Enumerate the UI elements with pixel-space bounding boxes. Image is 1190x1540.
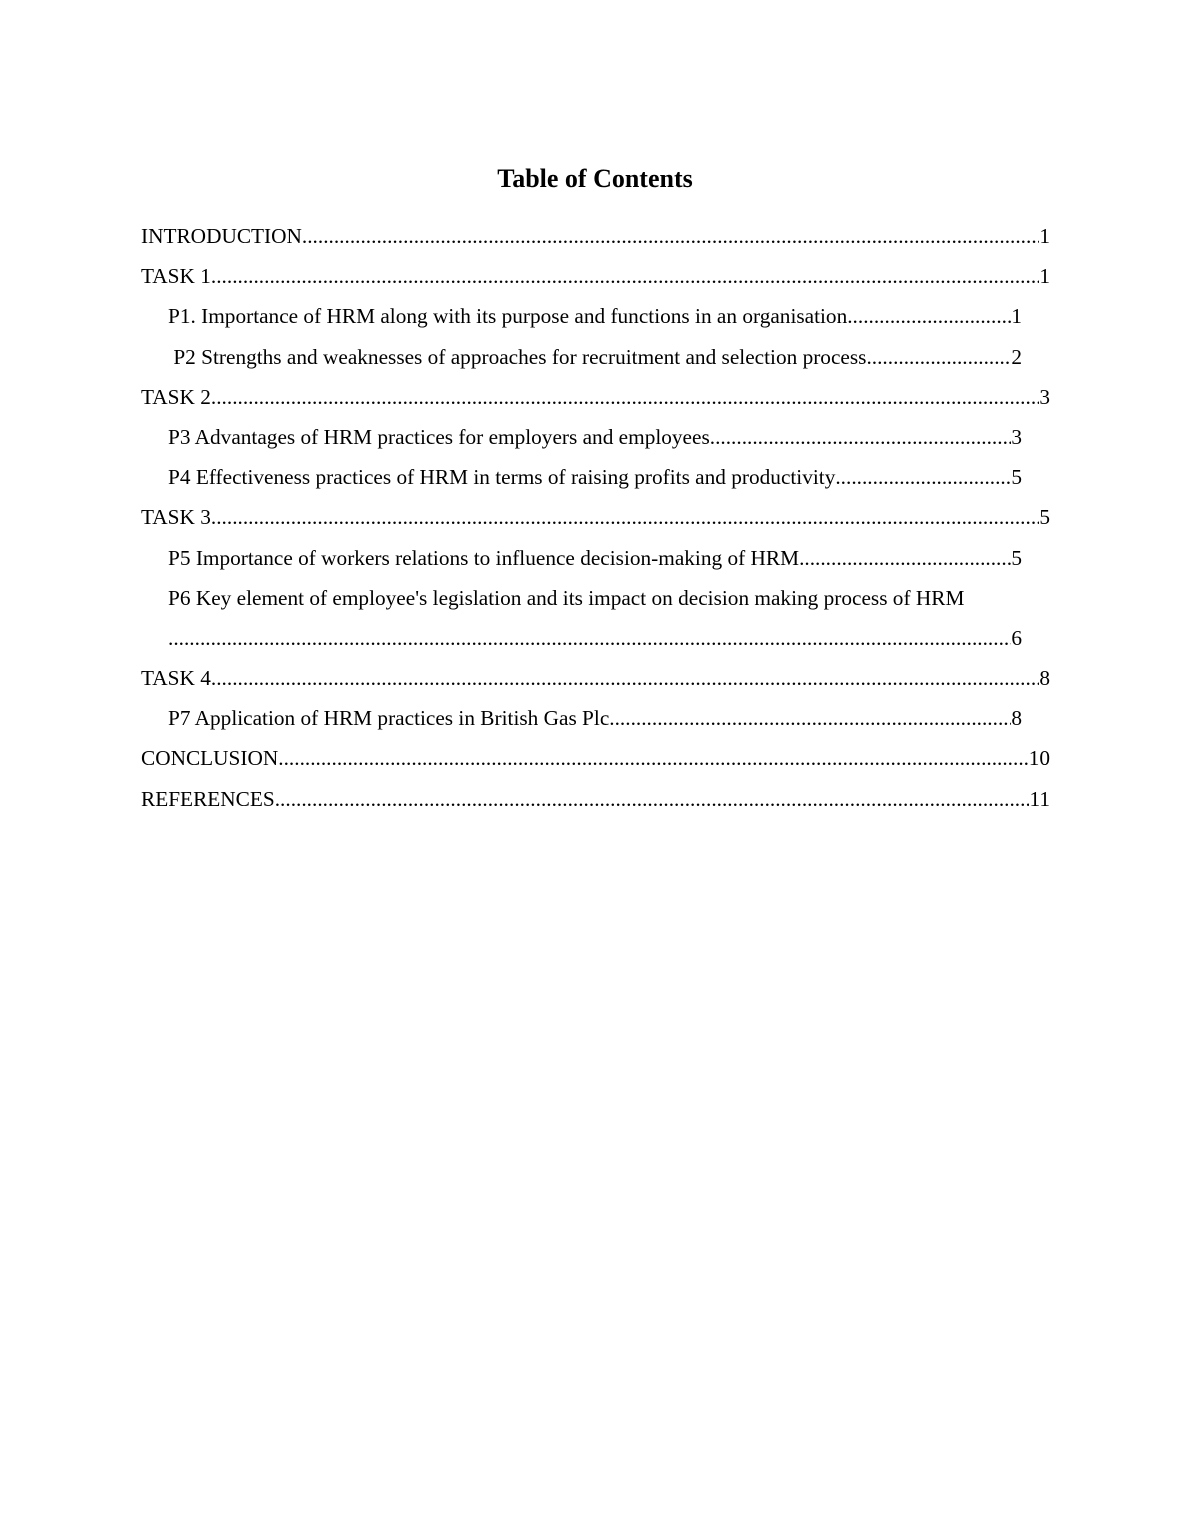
toc-page-number: 6 [1011, 625, 1022, 650]
toc-dot-leader [211, 256, 1039, 296]
toc-entry-references[interactable] [141, 779, 1050, 819]
toc-dot-leader [211, 658, 1039, 698]
toc-page-number: 10 [1028, 746, 1050, 771]
toc-entry-text: TASK 1 [141, 264, 211, 289]
toc-page-number: 5 [1039, 505, 1050, 530]
toc-entry-text: P3 Advantages of HRM practices for employers and employees [168, 424, 710, 449]
toc-dot-leader [302, 216, 1039, 256]
toc-dot-leader [866, 337, 1011, 377]
toc-entry-p5[interactable] [141, 538, 1022, 578]
toc-dot-leader [275, 779, 1030, 819]
toc-entry-continuation [168, 618, 1022, 658]
toc-entry-text: P7 Application of HRM practices in British Gas Plc [168, 706, 610, 731]
toc-entry-p7[interactable] [141, 698, 1022, 738]
toc-page-number: 3 [1011, 424, 1022, 449]
toc-dot-leader [168, 618, 1011, 658]
toc-page-number: 5 [1011, 545, 1022, 570]
toc-page-number: 3 [1039, 384, 1050, 409]
toc-entry-p4[interactable] [141, 457, 1022, 497]
toc-title: Table of Contents [497, 164, 693, 193]
toc-page-number: 8 [1011, 706, 1022, 731]
toc-entry-text: P1. Importance of HRM along with its purpose and functions in an organisation [168, 304, 848, 329]
toc-entry-p6[interactable] [141, 578, 1050, 658]
toc-entry-task-2[interactable] [141, 377, 1050, 417]
toc-dot-leader [710, 417, 1012, 457]
toc-dot-leader [211, 497, 1039, 537]
toc-dot-leader [278, 738, 1028, 778]
toc-list [141, 216, 1050, 819]
toc-entry-p2[interactable] [141, 337, 1022, 377]
toc-entry-text: P5 Importance of workers relations to influence decision-making of HRM [168, 545, 800, 570]
toc-page-number: 8 [1039, 666, 1050, 691]
toc-dot-leader [847, 296, 1011, 336]
toc-entry-text: REFERENCES [141, 786, 275, 811]
toc-dot-leader [211, 377, 1039, 417]
toc-dot-leader [799, 538, 1011, 578]
toc-entry-text: TASK 2 [141, 384, 211, 409]
toc-page-number: 11 [1029, 786, 1050, 811]
toc-entry-text: P2 Strengths and weaknesses of approaches for recruitment and selection process [168, 344, 867, 369]
toc-entry-text: INTRODUCTION [141, 224, 302, 248]
toc-page-number: 1 [1039, 224, 1050, 248]
toc-entry-task-3[interactable] [141, 497, 1050, 537]
toc-entry-task-1[interactable] [141, 256, 1050, 296]
toc-page-number: 2 [1011, 344, 1022, 369]
toc-entry-text: P4 Effectiveness practices of HRM in terms of raising profits and productivity [168, 465, 836, 490]
toc-entry-text: TASK 4 [141, 666, 211, 691]
toc-entry-conclusion[interactable] [141, 738, 1050, 778]
toc-entry-p3[interactable] [141, 417, 1022, 457]
toc-page-number: 1 [1039, 264, 1050, 289]
toc-page-number: 5 [1011, 465, 1022, 490]
toc-dot-leader [609, 698, 1011, 738]
toc-page-number: 1 [1011, 304, 1022, 329]
toc-entry-text: CONCLUSION [141, 746, 279, 771]
toc-entry-task-4[interactable] [141, 658, 1050, 698]
toc-entry-p1[interactable] [141, 296, 1022, 336]
toc-entry-text: P6 Key element of employee's legislation and its impact on decision making process of HRM [168, 585, 965, 610]
toc-entry-introduction[interactable] [141, 216, 1050, 256]
toc-dot-leader [835, 457, 1011, 497]
toc-entry-text: TASK 3 [141, 505, 211, 530]
